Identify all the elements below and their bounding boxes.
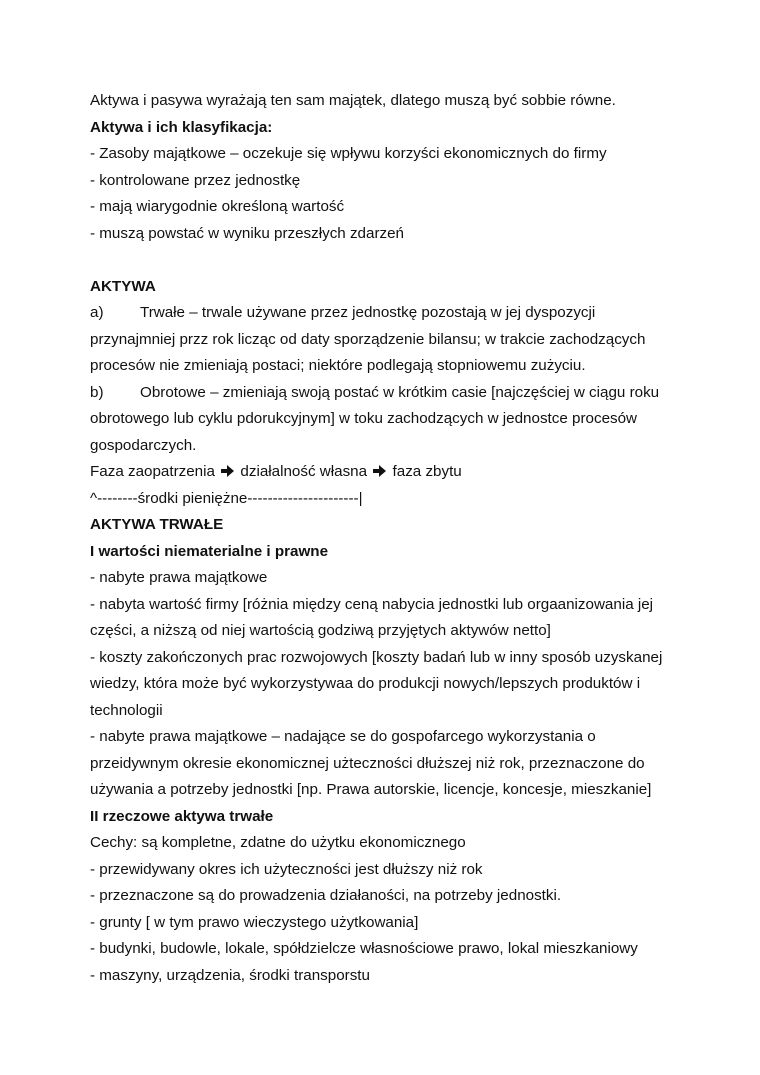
section-2-line: - maszyny, urządzenia, środki transporstu bbox=[90, 966, 370, 984]
section-1-line: - nabyta wartość firmy [różnia między ceną nabycia jednostki lub orgaanizowania jej bbox=[90, 595, 654, 613]
flow-line bbox=[90, 459, 680, 486]
classification-item: - Zasoby majątkowe – oczekuje się wpływu korzyści ekonomicznych do firmy bbox=[90, 145, 607, 162]
flow-step-3: faza zbytu bbox=[392, 463, 462, 480]
list-item-b-text: Obrotowe – zmieniają swoją postać w krótkim casie [najczęściej w ciągu roku bbox=[140, 383, 660, 401]
list-item-a-continuation: procesów nie zmieniają postaci; niektóre podlegają stopniowemu zużyciu. bbox=[90, 357, 586, 374]
arrow-right-icon bbox=[373, 465, 386, 477]
section-2-line: - grunty [ w tym prawo wieczystego użytkowania] bbox=[90, 913, 419, 931]
section-1-line: - nabyte prawa majątkowe – nadające se do gospofarcego wykorzystania o bbox=[90, 728, 596, 745]
section-2-line: - przeznaczone są do prowadzenia działaności, na potrzeby jednostki. bbox=[90, 887, 562, 904]
list-item-b bbox=[90, 380, 680, 407]
list-item-a-continuation: przynajmniej przz rok licząc od daty sporządzenie bilansu; w trakcie zachodzących bbox=[90, 330, 646, 348]
list-item-b-continuation: gospodarczych. bbox=[90, 436, 197, 454]
flow-step-1: Faza zaopatrzenia bbox=[90, 463, 215, 480]
section-1-line: technologii bbox=[90, 701, 163, 719]
classification-heading: Aktywa i ich klasyfikacja: bbox=[90, 118, 273, 136]
flow-step-2: działalność własna bbox=[240, 463, 368, 480]
section-1-line: - koszty zakończonych prac rozwojowych [koszty badań lub w inny sposób uzyskanej bbox=[90, 648, 663, 666]
arrow-right-icon bbox=[221, 465, 234, 477]
cycle-line: ^--------środki pieniężne----------------------| bbox=[90, 489, 363, 507]
section-1-heading: I wartości niematerialne i prawne bbox=[90, 542, 329, 560]
classification-item: - kontrolowane przez jednostkę bbox=[90, 171, 301, 189]
section-2-line: Cechy: są kompletne, zdatne do użytku ekonomicznego bbox=[90, 834, 466, 851]
blank-line bbox=[90, 247, 680, 274]
intro-text: Aktywa i pasywa wyrażają ten sam majątek, dlatego muszą być sobbie równe. bbox=[90, 92, 616, 109]
aktywa-trwale-heading: AKTYWA TRWAŁE bbox=[90, 516, 224, 533]
list-item-b-continuation: obrotowego lub cyklu pdorukcyjnym] w toku zachodzących w jednostce procesów bbox=[90, 410, 638, 427]
section-1-line: wiedzy, która może być wykorzystywaa do produkcji nowych/lepszych produktów i bbox=[90, 675, 641, 692]
section-2-heading: II rzeczowe aktywa trwałe bbox=[90, 807, 274, 825]
list-item-b-label: b) bbox=[90, 383, 104, 401]
classification-item: - mają wiarygodnie określoną wartość bbox=[90, 198, 345, 215]
section-1-line: części, a niższą od niej wartością godziwą przyjętych aktywów netto] bbox=[90, 622, 551, 639]
section-2-line: - przewidywany okres ich użyteczności jest dłuższy niż rok bbox=[90, 860, 483, 878]
section-1-line: używania a potrzeby jednostki [np. Prawa autorskie, licencje, koncesje, mieszkanie] bbox=[90, 781, 652, 798]
list-item-a bbox=[90, 300, 680, 327]
classification-item: - muszą powstać w wyniku przeszłych zdarzeń bbox=[90, 224, 404, 242]
section-2-line: - budynki, budowle, lokale, spółdzielcze własnościowe prawo, lokal mieszkaniowy bbox=[90, 940, 638, 957]
list-item-a-text: Trwałe – trwale używane przez jednostkę pozostają w jej dyspozycji bbox=[140, 304, 596, 321]
section-1-line: przeidywnym okresie ekonomicznej użteczności dłuższej niż rok, przeznaczone do bbox=[90, 754, 645, 772]
section-1-line: - nabyte prawa majątkowe bbox=[90, 569, 268, 586]
document-page bbox=[90, 88, 680, 989]
aktywa-heading: AKTYWA bbox=[90, 277, 156, 295]
list-item-a-label: a) bbox=[90, 304, 104, 321]
